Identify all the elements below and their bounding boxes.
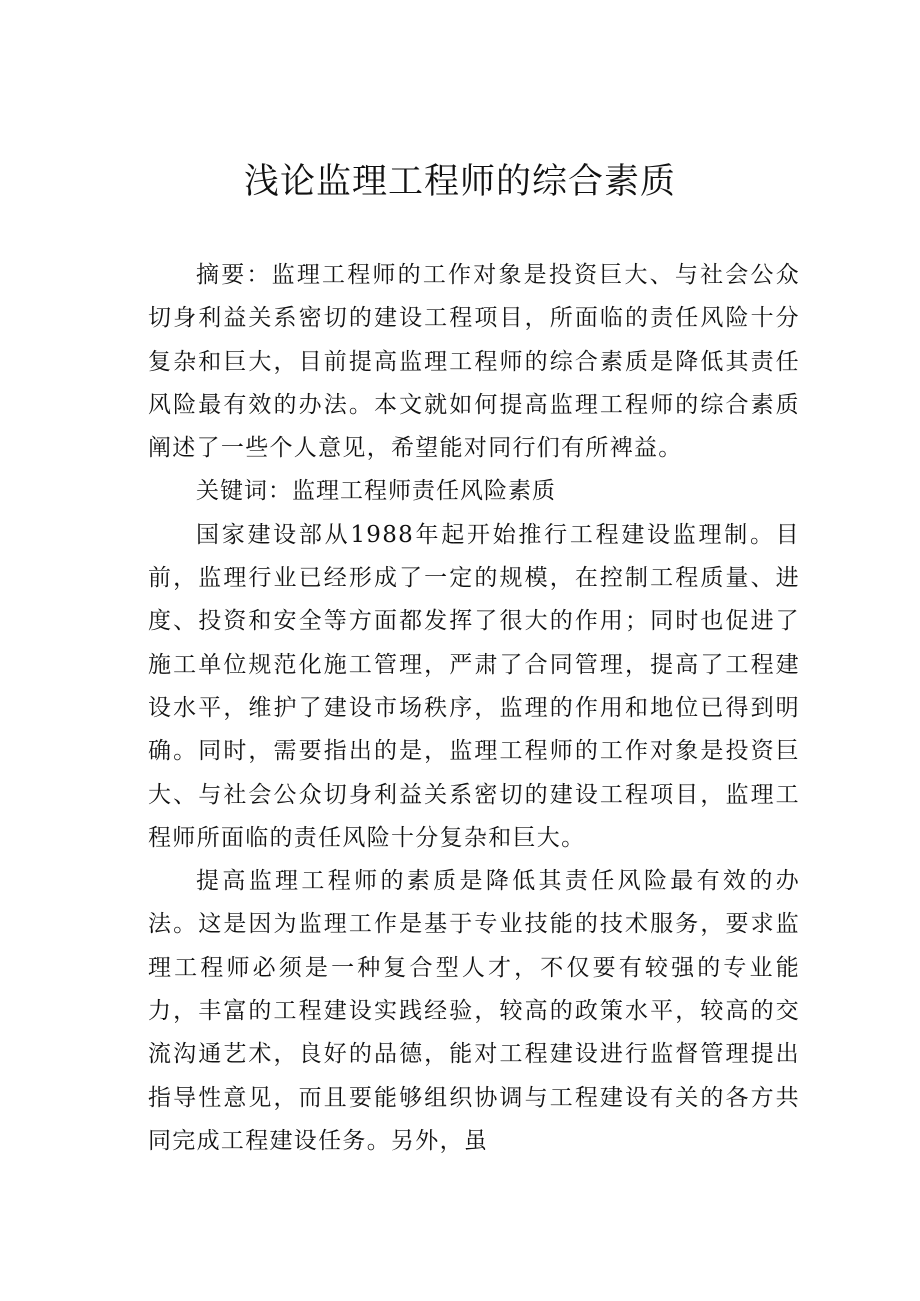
document-body [148, 254, 800, 1163]
keywords-line: 关键词：监理工程师责任风险素质 [196, 478, 556, 505]
document-title: 浅论监理工程师的综合素质 [243, 162, 676, 202]
body-paragraph: 国家建设部从1988年起开始推行工程建设监理制。目前，监理行业已经形成了一定的规模，在控制工程质量、进度、投资和安全等方面都发挥了很大的作用；同时也促进了施工单位规范化施工管理，严肃了合同管理，提高了工程建设水平，维护了建设市场秩序，监理的作用和地位已得到明确。同时，需要指出的是，监理工程师的工作对象是投资巨大、与社会公众切身利益关系密切的建设工程项目，监理工程师所面临的责任风险十分复杂和巨大。 [148, 521, 800, 851]
body-paragraph: 提高监理工程师的素质是降低其责任风险最有效的办法。这是因为监理工作是基于专业技能的技术服务，要求监理工程师必须是一种复合型人才，不仅要有较强的专业能力，丰富的工程建设实践经验，较高的政策水平，较高的交流沟通艺术，良好的品德，能对工程建设进行监督管理提出指导性意见，而且要能够组织协调与工程建设有关的各方共同完成工程建设任务。另外，虽 [148, 868, 800, 1154]
abstract-paragraph: 摘要：监理工程师的工作对象是投资巨大、与社会公众切身利益关系密切的建设工程项目，所面临的责任风险十分复杂和巨大，目前提高监理工程师的综合素质是降低其责任风险最有效的办法。本文就如何提高监理工程师的综合素质阐述了一些个人意见，希望能对同行们有所裨益。 [148, 262, 800, 462]
